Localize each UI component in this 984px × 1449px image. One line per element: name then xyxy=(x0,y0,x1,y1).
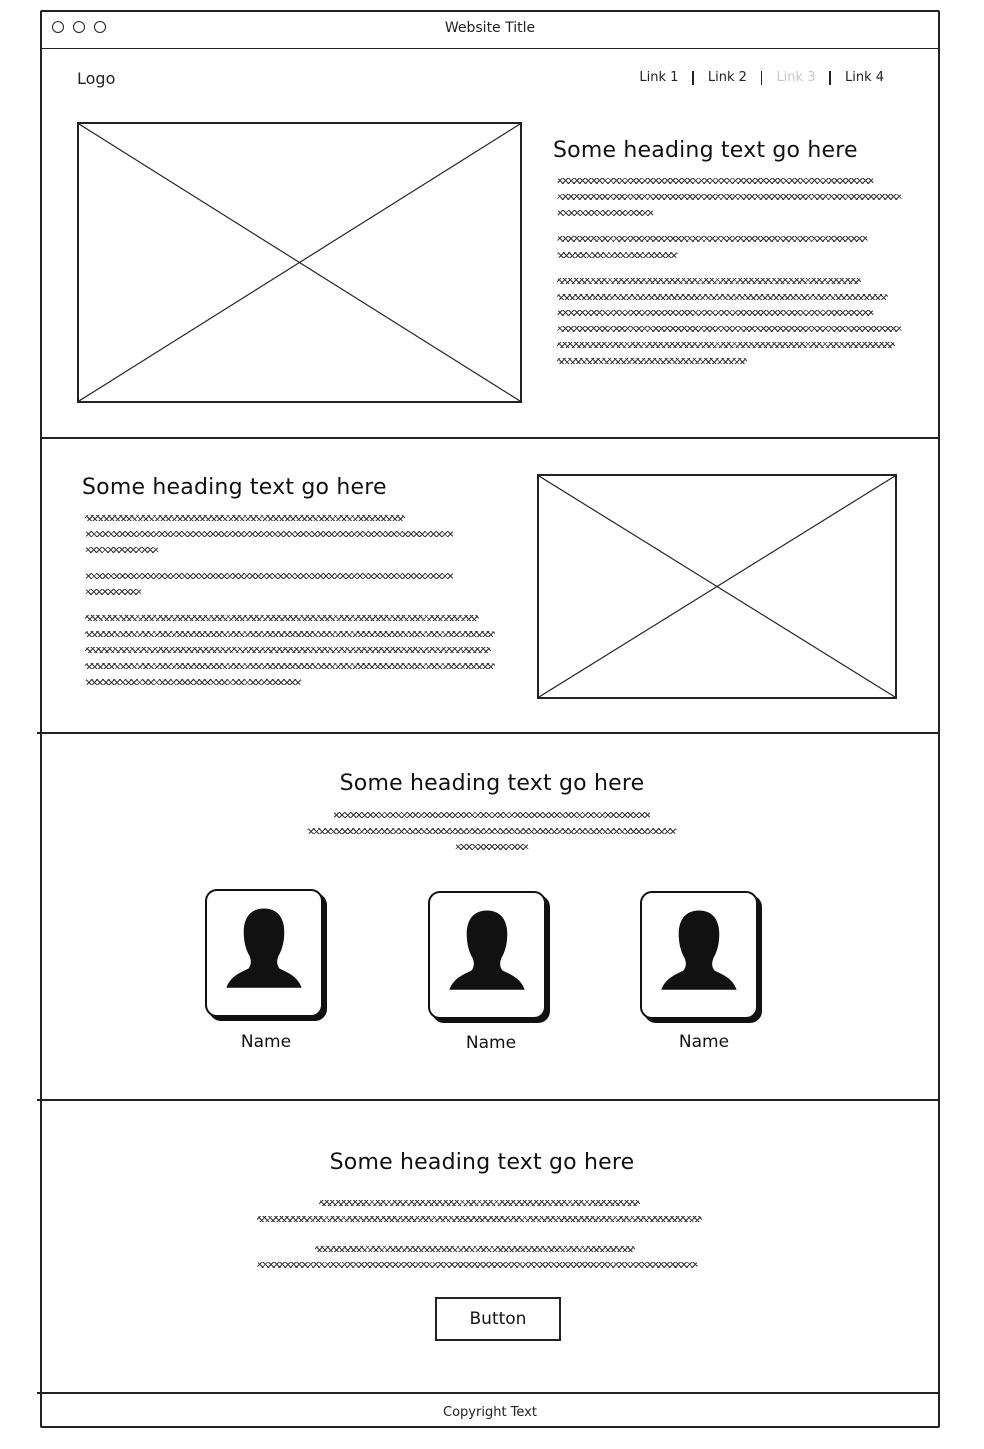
cta-body-text xyxy=(257,1200,702,1278)
section1-heading: Some heading text go here xyxy=(553,138,858,163)
team-member-avatar[interactable] xyxy=(640,891,758,1019)
image-placeholder-icon xyxy=(539,476,895,697)
section1-body-text xyxy=(557,178,902,374)
footer-divider xyxy=(37,1392,940,1394)
browser-window xyxy=(40,10,940,1428)
cta-heading: Some heading text go here xyxy=(329,1150,635,1175)
section2-heading: Some heading text go here xyxy=(82,475,387,500)
person-silhouette-icon xyxy=(430,893,544,1017)
section-divider xyxy=(37,732,940,734)
cta-button[interactable]: Button xyxy=(435,1297,561,1341)
section2-body-text xyxy=(85,515,495,695)
team-body-text xyxy=(307,812,677,860)
window-titlebar xyxy=(42,12,938,49)
person-silhouette-icon xyxy=(207,891,321,1015)
team-member-avatar[interactable] xyxy=(428,891,546,1019)
nav-link-2[interactable]: Link 2 xyxy=(707,70,747,85)
copyright-text: Copyright Text xyxy=(443,1405,537,1420)
nav-link-3: Link 3 xyxy=(776,70,816,85)
team-member-name: Name xyxy=(465,1033,517,1053)
team-member-name: Name xyxy=(678,1032,730,1052)
team-member-name: Name xyxy=(240,1032,292,1052)
image-placeholder xyxy=(537,474,897,699)
image-placeholder xyxy=(77,122,522,403)
section-divider xyxy=(37,1099,940,1101)
team-heading: Some heading text go here xyxy=(339,771,645,796)
person-silhouette-icon xyxy=(642,893,756,1017)
team-member-avatar[interactable] xyxy=(205,889,323,1017)
main-nav xyxy=(625,70,898,85)
nav-link-4[interactable]: Link 4 xyxy=(844,70,884,85)
image-placeholder-icon xyxy=(79,124,520,401)
window-title: Website Title xyxy=(444,20,536,36)
nav-link-1[interactable]: Link 1 xyxy=(639,70,679,85)
section-divider xyxy=(40,437,940,439)
site-logo[interactable]: Logo xyxy=(77,69,116,88)
